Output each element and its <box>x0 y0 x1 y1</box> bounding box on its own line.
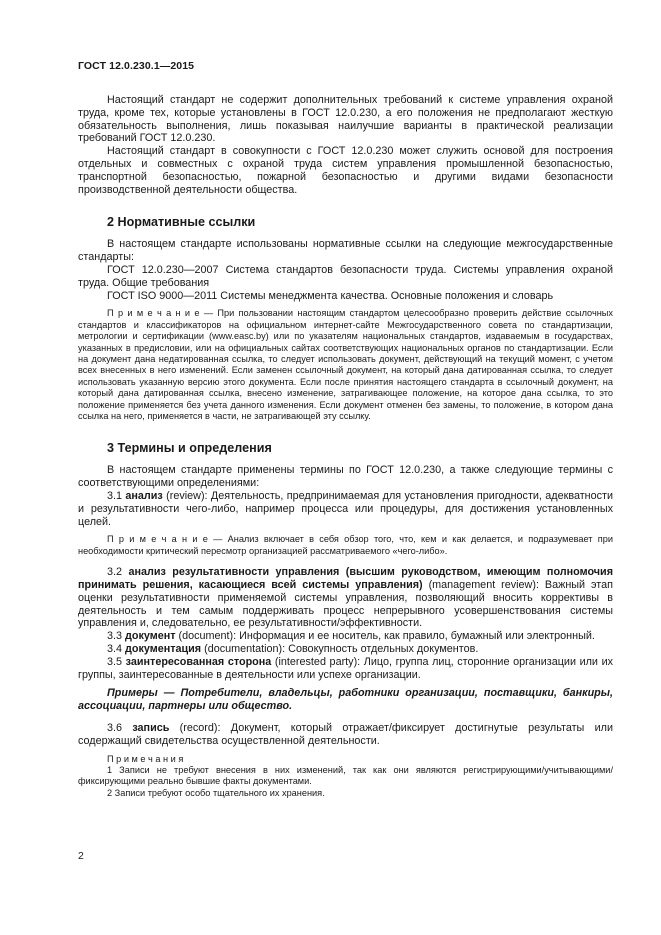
term-name: заинтересованная сторона <box>125 655 272 668</box>
note-text: — При пользовании настоящим стандартом целесообразно проверить действие ссылочных стандартов и классификаторов на официальном интернет-сайте Межгосударственного совета по стандартизации, метрологии и сертификации (www.easc.by) или по указателям национальных стандартов, издаваемым в государствах, указанных в предисловии, или на официальных сайтах соответствующих национальных органов по стандартизации. Если на документ дана недатированная ссылка, то следует использовать документ, действующий на текущий момент, с учетом всех внесенных в него изменений. Если заменен ссылочный документ, на который дана датированная ссылка, то следует использовать указанную версию этого документа. Если после принятия настоящего стандарта в ссылочный документ, на который дана датированная ссылка, внесено изменение, затрагивающее положение, на которое дана ссылка, то это положение применяется без учета данного изменения. Если документ отменен без замены, то положение, в котором дана ссылка на него, применяется в части, не затрагивающей эту ссылку. <box>78 308 613 422</box>
term-definition: (review): Деятельность, предпринимаемая для установления пригодности, адекватности и результативности чего-либо, например процесса или процедуры, для достижения установленных целей. <box>78 490 613 528</box>
term-3-6 <box>78 722 613 748</box>
term-definition: (document): Информация и ее носитель, как правило, бумажный или электронный. <box>175 630 595 643</box>
term-number: 3.2 <box>107 566 129 579</box>
normative-reference-1: ГОСТ 12.0.230—2007 Система стандартов безопасности труда. Системы управления охраной труда. Общие требования <box>78 263 613 289</box>
term-number: 3.6 <box>107 721 133 734</box>
intro-paragraph-1: Настоящий стандарт не содержит дополнительных требований к системе управления охраной труда, кроме тех, которые установлены в ГОСТ 12.0.230, а его положения не предполагают жесткую обязательность выполнения, лишь показывая наилучшие варианты в практической реализации требований ГОСТ 12.0.230. <box>78 94 613 145</box>
term-definition: (documentation): Совокупность отдельных документов. <box>201 643 479 655</box>
term-number: 3.3 <box>107 630 126 643</box>
term-definition: (management review): Важный этап оценки результативности применяемой системы управления, позволяющий вносить коррективы в деятельность и тем самым поддерживать процесс непрерывного усовершенствования системы управления и, следовательно, ее результативности/эффективности. <box>78 579 613 630</box>
term-definition: (interested party): Лицо, группа лиц, сторонние организации или их группы, заинтересованные в деятельности или успехе организации. <box>78 655 614 681</box>
section-2-heading: 2 Нормативные ссылки <box>107 215 256 230</box>
term-name: документ <box>125 630 176 643</box>
term-3-2 <box>78 566 613 630</box>
term-3-5-examples: Примеры — Потребители, владельцы, работники организации, поставщики, банкиры, ассоциации, партнеры или общество. <box>78 687 613 713</box>
term-name: документация <box>125 643 202 655</box>
term-definition: (record): Документ, который отражает/фиксирует достигнутые результаты или содержащий свидетельства осуществленной деятельности. <box>78 721 613 747</box>
term-number: 3.4 <box>107 643 126 655</box>
document-body <box>78 94 613 799</box>
section-2-note <box>78 308 613 422</box>
term-3-4 <box>78 643 613 656</box>
term-name: запись <box>132 721 170 734</box>
term-3-5 <box>78 656 613 682</box>
term-name: анализ <box>125 490 163 503</box>
note-text: — Анализ включает в себя обзор того, что, кем и как делается, и подразумевает при необходимости критический пересмотр организацией рассматриваемого «чего-либо». <box>78 534 613 556</box>
page-number: 2 <box>78 850 84 862</box>
term-3-6-note-1: 1 Записи не требуют внесения в них изменений, так как они являются регистрирующими/учитывающими/фиксирующими реально бывшие факты документами. <box>78 764 613 787</box>
note-label: П р и м е ч а н и е <box>107 308 200 319</box>
term-3-1 <box>78 490 613 528</box>
term-3-6-note-2: 2 Записи требуют особо тщательного их хранения. <box>107 787 325 798</box>
normative-reference-2: ГОСТ ISO 9000—2011 Системы менеджмента качества. Основные положения и словарь <box>107 289 554 302</box>
term-3-1-note <box>78 534 613 557</box>
term-3-3 <box>78 630 613 643</box>
term-name: анализ результативности управления (высшим руководством, имеющим полномочия принимать решения, касающиеся всей системы управления) <box>78 566 613 592</box>
section-2-paragraph: В настоящем стандарте использованы нормативные ссылки на следующие межгосударственные стандарты: <box>78 238 613 264</box>
term-number: 3.5 <box>107 655 126 668</box>
section-3-paragraph: В настоящем стандарте применены термины по ГОСТ 12.0.230, а также следующие термины с соответствующими определениями: <box>78 464 613 490</box>
document-header: ГОСТ 12.0.230.1—2015 <box>78 60 195 72</box>
section-3-heading: 3 Термины и определения <box>107 441 272 456</box>
note-label: П р и м е ч а н и е <box>107 534 208 545</box>
intro-paragraph-2: Настоящий стандарт в совокупности с ГОСТ 12.0.230 может служить основой для построения отдельных и совместных с охраной труда систем управления промышленной безопасностью, транспортной безопасностью, пожарной безопасностью и другими видами безопасности производственной деятельности общества. <box>78 145 613 196</box>
term-3-6-notes-label: П р и м е ч а н и я <box>107 753 184 764</box>
term-number: 3.1 <box>107 490 126 503</box>
